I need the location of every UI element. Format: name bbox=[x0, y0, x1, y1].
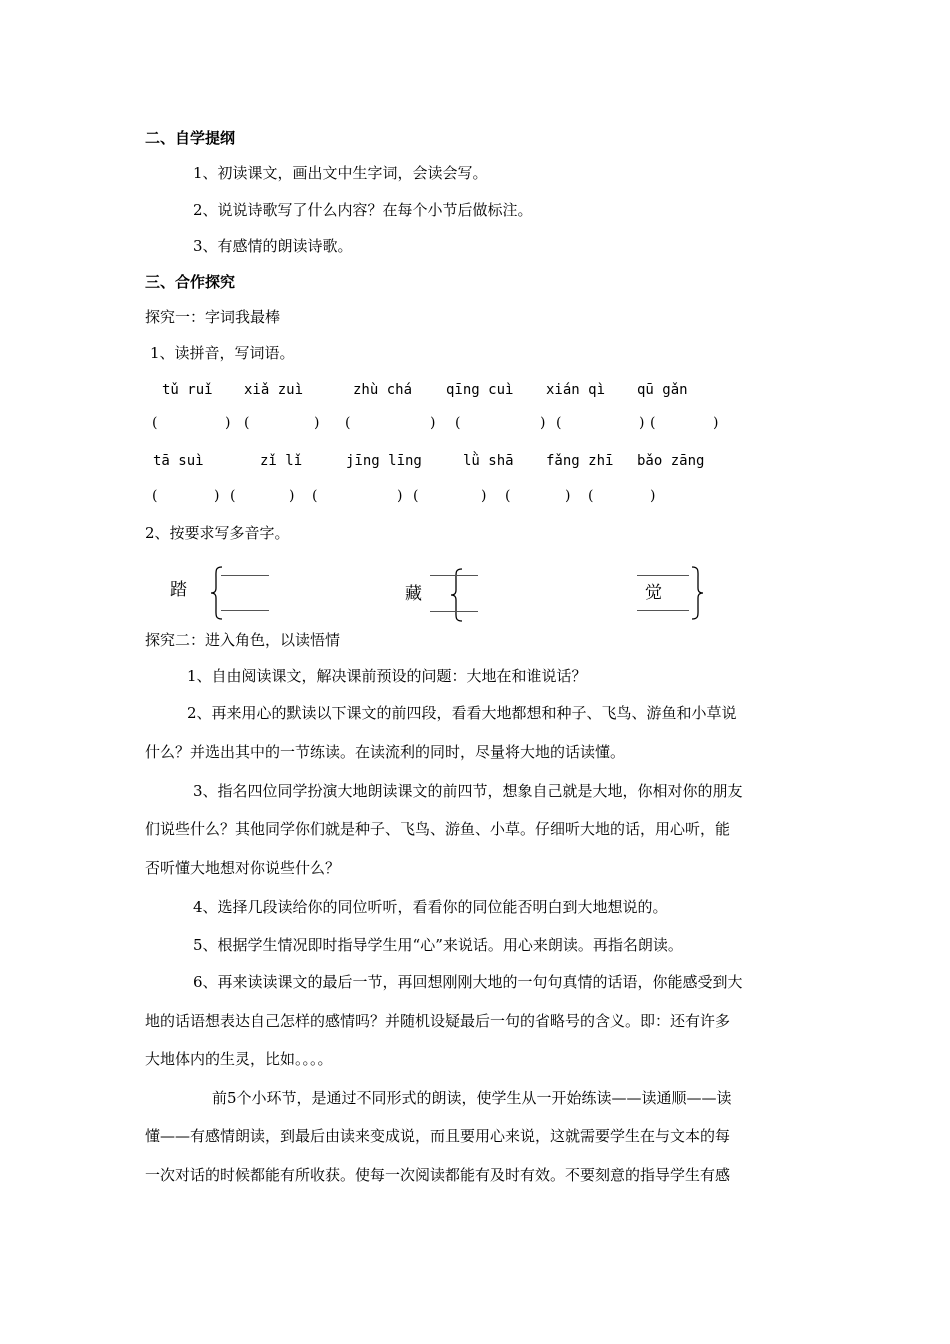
study-item-1: 1、初读课文，画出文中生字词，会读会写。 bbox=[193, 164, 488, 182]
polyphonic-char: 踏 bbox=[170, 580, 187, 600]
pinyin-word: lǜ shā bbox=[463, 453, 514, 469]
explore2-line: 2、再来用心的默读以下课文的前四段，看看大地都想和种子、飞鸟、游鱼和小草说 bbox=[187, 704, 737, 722]
study-item-3: 3、有感情的朗读诗歌。 bbox=[193, 237, 353, 255]
explore2-line: 什么？并选出其中的一节练读。在读流利的同时，尽量将大地的话读懂。 bbox=[145, 743, 626, 761]
pinyin-word: fǎng zhī bbox=[546, 453, 614, 469]
summary-line: 懂——有感情朗读，到最后由读来变成说，而且要用心来说，这就需要学生在与文本的每 bbox=[145, 1127, 731, 1145]
section-heading-self-study: 二、自学提纲 bbox=[145, 129, 236, 147]
answer-line bbox=[637, 610, 689, 611]
right-brace-icon bbox=[690, 566, 704, 620]
explore2-title: 探究二：进入角色，以读悟情 bbox=[145, 631, 341, 649]
explore2-line: 6、再来读读课文的最后一节，再回想刚刚大地的一句句真情的话语，你能感受到大 bbox=[193, 973, 743, 991]
pinyin-word: qīng cuì bbox=[446, 382, 514, 398]
explore1-task2: 2、按要求写多音字。 bbox=[145, 524, 290, 542]
pinyin-word: xián qì bbox=[546, 382, 606, 398]
explore2-line: 们说些什么？其他同学你们就是种子、飞鸟、游鱼、小草。仔细听大地的话，用心听，能 bbox=[145, 820, 731, 838]
explore2-line: 地的话语想表达自己怎样的感情吗？并随机设疑最后一句的省略号的含义。即：还有许多 bbox=[145, 1012, 731, 1030]
answer-line bbox=[221, 610, 269, 611]
study-item-2: 2、说说诗歌写了什么内容？在每个小节后做标注。 bbox=[193, 201, 533, 219]
summary-line: 一次对话的时候都能有所收获。使每一次阅读都能有及时有效。不要刻意的指导学生有感 bbox=[145, 1166, 731, 1184]
answer-line bbox=[637, 575, 689, 576]
pinyin-word: tā suì bbox=[153, 453, 204, 469]
explore2-line: 3、指名四位同学扮演大地朗读课文的前四节，想象自己就是大地，你相对你的朋友 bbox=[193, 782, 743, 800]
explore2-line: 大地体内的生灵，比如。。。。 bbox=[145, 1050, 333, 1068]
pinyin-word: jīng līng bbox=[346, 453, 422, 469]
pinyin-word: xiǎ zuì bbox=[244, 382, 304, 398]
polyphonic-char: 觉 bbox=[645, 583, 662, 603]
explore1-title: 探究一：字词我最棒 bbox=[145, 308, 281, 326]
pinyin-word: zǐ lǐ bbox=[260, 453, 303, 469]
pinyin-word: zhù chá bbox=[353, 382, 413, 398]
explore2-line: 否听懂大地想对你说些什么？ bbox=[145, 859, 341, 877]
pinyin-word: tǔ ruǐ bbox=[162, 382, 213, 398]
explore2-line: 1、自由阅读课文，解决课前预设的问题：大地在和谁说话？ bbox=[187, 667, 587, 685]
pinyin-word: bǎo zāng bbox=[637, 453, 705, 469]
answer-line bbox=[430, 575, 478, 576]
pinyin-word: qū gǎn bbox=[637, 382, 688, 398]
explore2-line: 5、根据学生情况即时指导学生用“心”来说话。用心来朗读。再指名朗读。 bbox=[193, 936, 683, 954]
section-heading-cooperation: 三、合作探究 bbox=[145, 273, 236, 291]
left-brace-icon bbox=[450, 568, 464, 622]
polyphonic-char: 藏 bbox=[405, 584, 422, 604]
answer-line bbox=[430, 611, 478, 612]
answer-line bbox=[221, 575, 269, 576]
explore2-line: 4、选择几段读给你的同位听听，看看你的同位能否明白到大地想说的。 bbox=[193, 898, 668, 916]
summary-line: 前5个小环节，是通过不同形式的朗读，使学生从一开始练读——读通顺——读 bbox=[212, 1089, 732, 1107]
explore1-task1: 1、读拼音，写词语。 bbox=[150, 344, 295, 362]
